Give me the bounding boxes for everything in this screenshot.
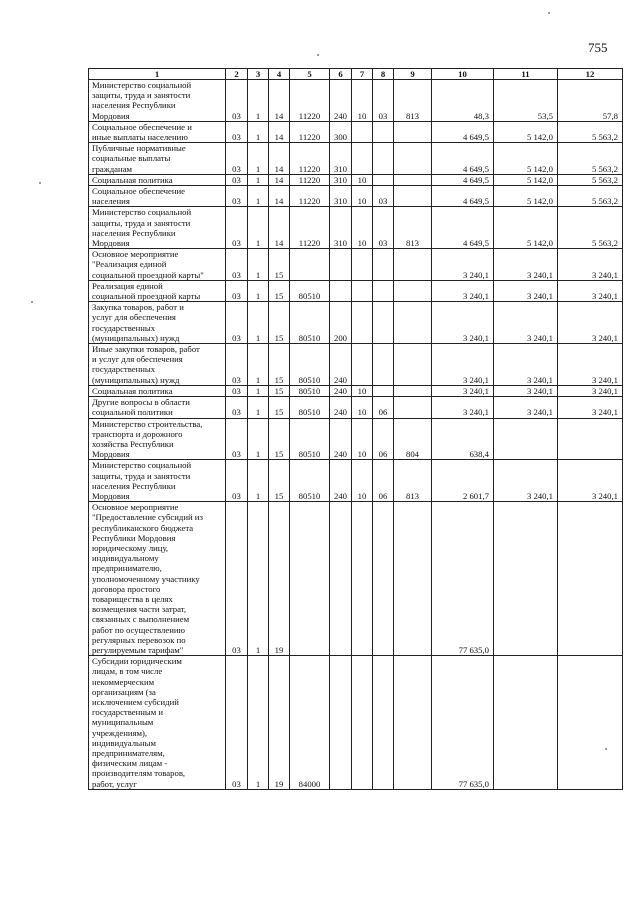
cell-c3: 1 [248,207,269,249]
cell-c7: 10 [352,186,373,207]
row-description: Министерство социальной защиты, труда и занятости населения Республики Мордовия [89,460,226,502]
cell-c9 [394,249,432,281]
cell-c12: 3 240,1 [558,397,623,418]
cell-c9 [394,397,432,418]
cell-c5: 11220 [290,174,330,185]
cell-c10: 4 649,5 [432,174,494,185]
cell-c6: 240 [330,397,352,418]
cell-c11: 3 240,1 [494,249,558,281]
cell-c11: 5 142,0 [494,174,558,185]
cell-c6 [330,249,352,281]
cell-c3: 1 [248,174,269,185]
cell-c5: 11220 [290,80,330,122]
row-description: Министерство социальной защиты, труда и занятости населения Республики Мордовия [89,80,226,122]
cell-c2: 03 [226,80,248,122]
cell-c7 [352,249,373,281]
cell-c4: 14 [269,207,290,249]
row-description: Реализация единой социальной проездной карты [89,280,226,301]
cell-c4: 15 [269,418,290,460]
cell-c6: 310 [330,186,352,207]
cell-c12: 3 240,1 [558,460,623,502]
cell-c12: 5 563,2 [558,121,623,142]
cell-c12 [558,418,623,460]
column-header: 8 [373,69,394,80]
cell-c2: 03 [226,121,248,142]
cell-c5 [290,502,330,656]
cell-c3: 1 [248,385,269,396]
cell-c3: 1 [248,502,269,656]
column-header: 5 [290,69,330,80]
table-row [89,460,623,502]
cell-c2: 03 [226,186,248,207]
cell-c9 [394,280,432,301]
cell-c10: 4 649,5 [432,207,494,249]
cell-c9: 813 [394,80,432,122]
table-row [89,302,623,344]
row-description: Социальная политика [89,174,226,185]
cell-c2: 03 [226,302,248,344]
cell-c8 [373,280,394,301]
table-row [89,174,623,185]
cell-c4: 15 [269,280,290,301]
page-number: 755 [588,40,608,55]
cell-c10: 3 240,1 [432,280,494,301]
cell-c4: 15 [269,385,290,396]
cell-c7 [352,302,373,344]
column-header: 9 [394,69,432,80]
cell-c9 [394,121,432,142]
cell-c7 [352,502,373,656]
cell-c3: 1 [248,460,269,502]
cell-c10: 3 240,1 [432,302,494,344]
scan-speck [31,301,33,303]
cell-c8: 03 [373,186,394,207]
cell-c11: 3 240,1 [494,460,558,502]
column-header: 4 [269,69,290,80]
cell-c3: 1 [248,249,269,281]
cell-c5 [290,249,330,281]
cell-c11: 53,5 [494,80,558,122]
row-description: Публичные нормативные социальные выплаты гражданам [89,143,226,175]
cell-c7: 10 [352,207,373,249]
cell-c5: 84000 [290,656,330,790]
cell-c4: 15 [269,249,290,281]
cell-c7: 10 [352,385,373,396]
cell-c6: 300 [330,121,352,142]
cell-c4: 14 [269,121,290,142]
column-header: 7 [352,69,373,80]
cell-c2: 03 [226,143,248,175]
cell-c11: 5 142,0 [494,186,558,207]
column-header: 2 [226,69,248,80]
cell-c7: 10 [352,418,373,460]
row-description: Другие вопросы в области социальной политики [89,397,226,418]
table-row [89,80,623,122]
cell-c11 [494,656,558,790]
cell-c3: 1 [248,280,269,301]
cell-c7: 10 [352,80,373,122]
row-description: Министерство социальной защиты, труда и занятости населения Республики Мордовия [89,207,226,249]
cell-c8 [373,121,394,142]
cell-c2: 03 [226,418,248,460]
table-row [89,385,623,396]
cell-c4: 15 [269,302,290,344]
cell-c3: 1 [248,121,269,142]
table-row [89,207,623,249]
cell-c4: 19 [269,502,290,656]
cell-c12: 5 563,2 [558,143,623,175]
cell-c5: 80510 [290,418,330,460]
cell-c3: 1 [248,186,269,207]
cell-c6: 310 [330,207,352,249]
cell-c9 [394,174,432,185]
cell-c3: 1 [248,302,269,344]
cell-c10: 3 240,1 [432,397,494,418]
cell-c9: 804 [394,418,432,460]
cell-c12 [558,502,623,656]
cell-c7 [352,280,373,301]
cell-c10: 48,3 [432,80,494,122]
table-row [89,397,623,418]
cell-c8: 06 [373,418,394,460]
cell-c10: 638,4 [432,418,494,460]
scan-speck [39,182,41,184]
cell-c6 [330,656,352,790]
cell-c4: 15 [269,397,290,418]
cell-c11: 5 142,0 [494,121,558,142]
cell-c7: 10 [352,397,373,418]
cell-c12: 3 240,1 [558,302,623,344]
cell-c2: 03 [226,502,248,656]
cell-c9 [394,656,432,790]
cell-c3: 1 [248,656,269,790]
cell-c4: 14 [269,80,290,122]
cell-c12: 3 240,1 [558,344,623,386]
cell-c9 [394,502,432,656]
column-header: 12 [558,69,623,80]
cell-c9 [394,302,432,344]
cell-c9 [394,344,432,386]
column-header: 10 [432,69,494,80]
cell-c8 [373,656,394,790]
cell-c10: 4 649,5 [432,186,494,207]
cell-c11 [494,418,558,460]
table-row [89,143,623,175]
cell-c2: 03 [226,344,248,386]
cell-c9 [394,385,432,396]
cell-c2: 03 [226,656,248,790]
cell-c11: 3 240,1 [494,280,558,301]
cell-c6: 240 [330,418,352,460]
cell-c8 [373,143,394,175]
cell-c9: 813 [394,207,432,249]
table-row [89,656,623,790]
cell-c9 [394,186,432,207]
table-row [89,418,623,460]
cell-c8: 06 [373,460,394,502]
row-description: Социальная политика [89,385,226,396]
cell-c10: 77 635,0 [432,656,494,790]
cell-c8: 03 [373,80,394,122]
cell-c2: 03 [226,385,248,396]
cell-c5: 11220 [290,143,330,175]
cell-c7 [352,121,373,142]
cell-c3: 1 [248,344,269,386]
table-row [89,280,623,301]
cell-c5: 80510 [290,302,330,344]
cell-c11: 3 240,1 [494,385,558,396]
row-description: Социальное обеспечение населения [89,186,226,207]
cell-c5: 11220 [290,207,330,249]
column-header: 6 [330,69,352,80]
cell-c6: 240 [330,385,352,396]
cell-c7 [352,143,373,175]
cell-c10: 2 601,7 [432,460,494,502]
cell-c8: 06 [373,397,394,418]
cell-c7 [352,344,373,386]
cell-c10: 3 240,1 [432,385,494,396]
cell-c7: 10 [352,174,373,185]
cell-c8 [373,344,394,386]
cell-c4: 14 [269,186,290,207]
table-row [89,121,623,142]
cell-c5: 80510 [290,397,330,418]
cell-c8: 03 [373,207,394,249]
cell-c6: 310 [330,174,352,185]
cell-c12: 5 563,2 [558,207,623,249]
cell-c8 [373,302,394,344]
cell-c8 [373,174,394,185]
cell-c5: 80510 [290,344,330,386]
cell-c10: 3 240,1 [432,249,494,281]
column-header: 3 [248,69,269,80]
cell-c12: 3 240,1 [558,249,623,281]
cell-c6: 200 [330,302,352,344]
cell-c12 [558,656,623,790]
cell-c8 [373,385,394,396]
column-header: 1 [89,69,226,80]
cell-c2: 03 [226,249,248,281]
cell-c6: 310 [330,143,352,175]
cell-c9 [394,143,432,175]
row-description: Социальное обеспечение и иные выплаты населению [89,121,226,142]
cell-c11: 3 240,1 [494,397,558,418]
row-description: Субсидии юридическим лицам, в том числе некоммерческим организациям (за исключением субсидий государственным и муниципальным учреждениям), индивидуальным предпринимателям, физическим лицам - производителям товаров, работ, услуг [89,656,226,790]
scan-speck [548,12,550,14]
cell-c11: 5 142,0 [494,143,558,175]
cell-c2: 03 [226,397,248,418]
cell-c5: 80510 [290,385,330,396]
table-body [89,69,623,790]
cell-c9: 813 [394,460,432,502]
row-description: Основное мероприятие "Предоставление субсидий из республиканского бюджета Республики Мордовия юридическому лицу, индивидуальному предпринимателю, уполномоченному участнику договора простого товарищества в целях возмещения части затрат, связанных с выполнением работ по осуществлению регулярных перевозок по регулируемым тарифам" [89,502,226,656]
cell-c3: 1 [248,397,269,418]
cell-c4: 19 [269,656,290,790]
cell-c5: 11220 [290,121,330,142]
cell-c4: 15 [269,460,290,502]
cell-c12: 3 240,1 [558,385,623,396]
cell-c3: 1 [248,80,269,122]
cell-c3: 1 [248,418,269,460]
cell-c11: 3 240,1 [494,302,558,344]
cell-c7: 10 [352,460,373,502]
cell-c12: 5 563,2 [558,174,623,185]
cell-c12: 5 563,2 [558,186,623,207]
table-header-row [89,69,623,80]
row-description: Иные закупки товаров, работ и услуг для обеспечения государственных (муниципальных) нужд [89,344,226,386]
cell-c5: 80510 [290,280,330,301]
cell-c2: 03 [226,207,248,249]
row-description: Основное мероприятие "Реализация единой социальной проездной карты" [89,249,226,281]
cell-c6: 240 [330,80,352,122]
row-description: Закупка товаров, работ и услуг для обеспечения государственных (муниципальных) нужд [89,302,226,344]
scan-speck [317,54,319,56]
cell-c5: 11220 [290,186,330,207]
table-row [89,249,623,281]
cell-c5: 80510 [290,460,330,502]
table-row [89,344,623,386]
cell-c10: 77 635,0 [432,502,494,656]
cell-c4: 14 [269,143,290,175]
cell-c8 [373,502,394,656]
scan-speck [605,748,607,750]
cell-c11: 3 240,1 [494,344,558,386]
cell-c12: 3 240,1 [558,280,623,301]
table-row [89,502,623,656]
cell-c10: 4 649,5 [432,143,494,175]
cell-c6 [330,502,352,656]
cell-c7 [352,656,373,790]
cell-c4: 14 [269,174,290,185]
cell-c11: 5 142,0 [494,207,558,249]
cell-c10: 3 240,1 [432,344,494,386]
cell-c2: 03 [226,280,248,301]
cell-c12: 57,8 [558,80,623,122]
table-row [89,186,623,207]
cell-c6 [330,280,352,301]
cell-c3: 1 [248,143,269,175]
row-description: Министерство строительства, транспорта и дорожного хозяйства Республики Мордовия [89,418,226,460]
cell-c10: 4 649,5 [432,121,494,142]
cell-c8 [373,249,394,281]
column-header: 11 [494,69,558,80]
budget-table [88,68,623,790]
cell-c4: 15 [269,344,290,386]
cell-c11 [494,502,558,656]
cell-c6: 240 [330,460,352,502]
cell-c6: 240 [330,344,352,386]
cell-c2: 03 [226,460,248,502]
cell-c2: 03 [226,174,248,185]
